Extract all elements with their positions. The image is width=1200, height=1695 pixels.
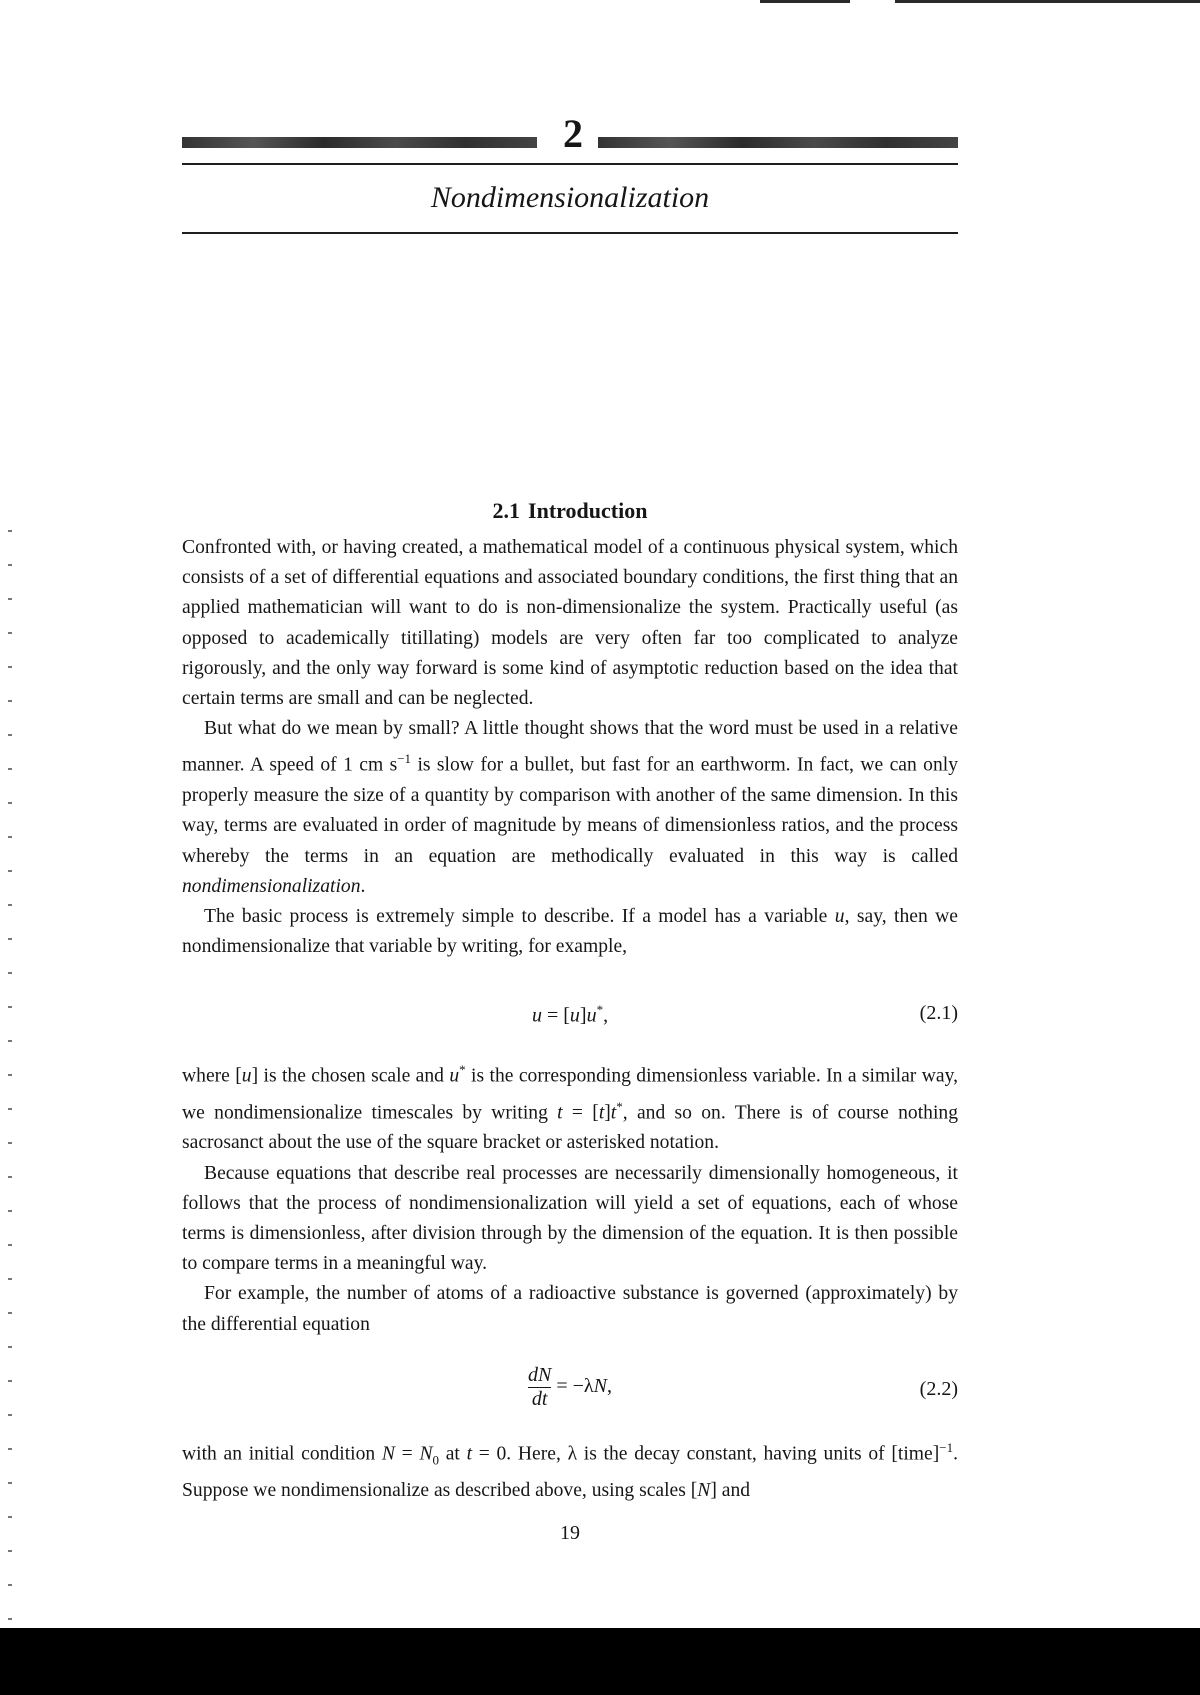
math-eq-1: = [394,1443,420,1465]
paragraph-5: Because equations that describe real processes are necessarily dimensionally homogeneous, it follows that the process of nondimensionalization will yield a set of equations, each of whose terms is dimensionless, after division through by the dimension of the equation. It is then possible to compare terms in a meaningful way. [182,1162,958,1275]
paragraph-3-text-b: , say, then we nondimensionalize that variable by writing, for example, [182,905,958,958]
math-star-1: * [459,1062,466,1077]
paragraph-2-text-a: But what do we mean by small? A little thought shows that the word must be used in a relative manner. A speed of 1 cm s [182,718,958,776]
section-heading [182,496,958,526]
eq-mid: = [ [541,1004,570,1027]
paragraph-2-exponent: −1 [397,751,412,767]
scan-edge-top-rule-right [895,0,1200,3]
chapter-rule-left [182,137,537,148]
derivative-fraction [528,1364,551,1411]
paragraph-2 [182,714,958,902]
page-number: 19 [560,1522,580,1544]
chapter-underline [182,163,958,165]
paragraph-7-text-b: at [439,1443,467,1465]
fraction-denominator: dt [531,1388,548,1410]
chapter-rule-right [598,137,958,148]
paragraph-7 [182,1433,958,1506]
math-t: t [466,1443,473,1465]
math-t-2: t [598,1102,605,1124]
paragraph-2-text-b: is slow for a bullet, but fast for an earthworm. In fact, we can only properly measure the size of a quantity by comparison with another of the same dimension. In this way, terms are evaluated in order of magnitude by means of dimensionless ratios, and the process whereby the terms in an equation are methodically evaluated in this way is called [182,754,958,867]
math-close: ] [604,1102,611,1124]
paragraph-4-text-e: , and so on. There is of course nothing sacrosanct about the use of the square bracket or asterisked notation. [182,1102,958,1154]
section-title: Introduction [528,498,648,523]
eq-lhs-u: u [531,1004,542,1027]
paragraph-7-text-d: . Suppose we nondimensionalize as described above, using scales [ [182,1443,958,1501]
math-u-2: u [449,1065,460,1087]
eq2-rhs: = −λ [551,1375,594,1398]
math-exponent: −1 [939,1440,954,1455]
math-N0: N [419,1443,433,1465]
chapter-title-rule [182,232,958,234]
text-block-3 [182,1433,958,1506]
scan-edge-bottom [0,1628,1200,1695]
eq-star: * [596,1002,604,1017]
math-star-2: * [616,1098,623,1114]
math-sub-0: 0 [432,1452,440,1468]
math-u-1: u [241,1065,252,1087]
chapter-title: Nondimensionalization [430,181,710,214]
scan-edge-top-rule [760,0,850,3]
paragraph-3-text-a: The basic process is extremely simple to describe. If a model has a variable [204,905,835,927]
paragraph-1: Confronted with, or having created, a mathematical model of a continuous physical system, which consists of a set of differential equations and associated boundary conditions, the first thing that an applied mathematician will want to do is non-dimensionalize the system. Practically useful (as opposed to academically titillating) models are very often far too complicated to analyze rigorously, and the only way forward is some kind of asymptotic reduction based on the idea that certain terms are small and can be neglected. [182,537,958,710]
chapter-number: 2 [563,111,583,156]
paragraph-7-text-a: with an initial condition [182,1443,382,1465]
paragraph-4-text-b: ] is the chosen scale and [251,1065,450,1087]
paragraph-3 [182,902,958,962]
eq2-var-N: N [593,1375,607,1398]
math-t-1: t [557,1102,563,1124]
math-N-1: N [381,1443,395,1465]
term-nondimensionalization: nondimensionalization [182,875,361,897]
eq2-end: , [606,1375,612,1398]
eq-end: , [603,1004,609,1027]
text-block-2 [182,1055,958,1340]
paragraph-2-text-c: . [360,875,366,897]
eq-scale-u: u [569,1004,580,1027]
paragraph-6: For example, the number of atoms of a radioactive substance is governed (approximately) by the differential equation [182,1283,958,1335]
equation-2-1-number: (2.1) [919,1002,958,1024]
paragraph-7-text-c: = 0. Here, λ is the decay constant, having units of [time] [472,1443,940,1465]
paragraph-4 [182,1055,958,1159]
fraction-numerator: dN [528,1364,552,1386]
math-t-3: t [610,1102,617,1124]
section-number: 2.1 [492,498,521,523]
eq-close-bracket: ] [579,1004,587,1027]
paragraph-4-text-c: is the corresponding dimensionless variable. In a similar way, we nondimensionalize timescales by writing [182,1065,958,1124]
scan-margin-dots [8,530,12,1620]
text-block-1 [182,533,958,962]
math-N-2: N [697,1479,711,1501]
equation-2-1-body [182,1002,958,1028]
equation-2-2-number: (2.2) [919,1378,958,1400]
equation-2-1 [182,1002,958,1042]
paragraph-7-text-e: ] and [710,1479,751,1501]
equation-2-2 [182,1364,958,1426]
eq-var-u: u [586,1004,597,1027]
paragraph-4-text-a: where [ [182,1065,242,1087]
math-var-u: u [834,905,845,927]
equation-2-2-body [182,1364,958,1411]
math-eq: = [ [562,1102,599,1124]
